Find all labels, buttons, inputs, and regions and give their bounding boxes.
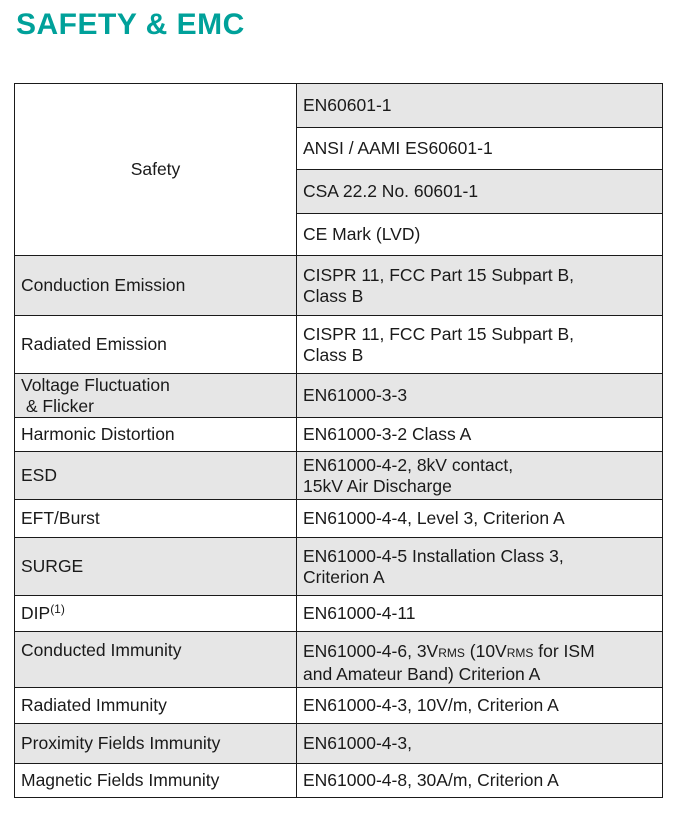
row-value: EN61000-3-2 Class A bbox=[297, 418, 663, 452]
row-value: EN61000-4-3, 10V/m, Criterion A bbox=[297, 688, 663, 724]
row-value: EN61000-4-8, 30A/m, Criterion A bbox=[297, 764, 663, 798]
row-label: Conducted Immunity bbox=[15, 632, 297, 688]
row-label: Radiated Immunity bbox=[15, 688, 297, 724]
table-row bbox=[15, 256, 663, 316]
row-label: Voltage Fluctuation & Flicker bbox=[15, 374, 297, 418]
table-row bbox=[15, 596, 663, 632]
row-label: EFT/Burst bbox=[15, 500, 297, 538]
row-label: Proximity Fields Immunity bbox=[15, 724, 297, 764]
table-row bbox=[15, 538, 663, 596]
row-label: SURGE bbox=[15, 538, 297, 596]
row-value: EN61000-4-5 Installation Class 3, Criterion A bbox=[297, 538, 663, 596]
row-value: EN61000-4-2, 8kV contact, 15kV Air Discharge bbox=[297, 452, 663, 500]
row-label: DIP$^{(1)}$ bbox=[15, 596, 297, 632]
table-row bbox=[15, 452, 663, 500]
row-value: EN61000-3-3 bbox=[297, 374, 663, 418]
table-row bbox=[15, 688, 663, 724]
safety-standard: CE Mark (LVD) bbox=[297, 214, 663, 256]
row-label: ESD bbox=[15, 452, 297, 500]
row-value: EN61000-4-4, Level 3, Criterion A bbox=[297, 500, 663, 538]
row-value: EN61000-4-6, 3VRMS (10VRMS for ISM and Amateur Band) Criterion A bbox=[297, 632, 663, 688]
page-title: SAFETY & EMC bbox=[16, 8, 245, 41]
safety-emc-table bbox=[14, 83, 663, 798]
row-label: Harmonic Distortion bbox=[15, 418, 297, 452]
table-row bbox=[15, 418, 663, 452]
table-row bbox=[15, 374, 663, 418]
table-row bbox=[15, 316, 663, 374]
safety-standard: EN60601-1 bbox=[297, 84, 663, 128]
safety-standard: CSA 22.2 No. 60601-1 bbox=[297, 170, 663, 214]
row-label: Radiated Emission bbox=[15, 316, 297, 374]
safety-standard: ANSI / AAMI ES60601-1 bbox=[297, 128, 663, 170]
table-row bbox=[15, 764, 663, 798]
footnote-marker: (1) bbox=[50, 602, 65, 616]
table-row bbox=[15, 724, 663, 764]
row-value: EN61000-4-11 bbox=[297, 596, 663, 632]
row-value: CISPR 11, FCC Part 15 Subpart B, Class B bbox=[297, 316, 663, 374]
row-label: Magnetic Fields Immunity bbox=[15, 764, 297, 798]
row-value: CISPR 11, FCC Part 15 Subpart B, Class B bbox=[297, 256, 663, 316]
safety-label: Safety bbox=[15, 84, 297, 256]
row-label: Conduction Emission bbox=[15, 256, 297, 316]
row-value: EN61000-4-3, bbox=[297, 724, 663, 764]
table-row bbox=[15, 500, 663, 538]
table-row bbox=[15, 632, 663, 688]
